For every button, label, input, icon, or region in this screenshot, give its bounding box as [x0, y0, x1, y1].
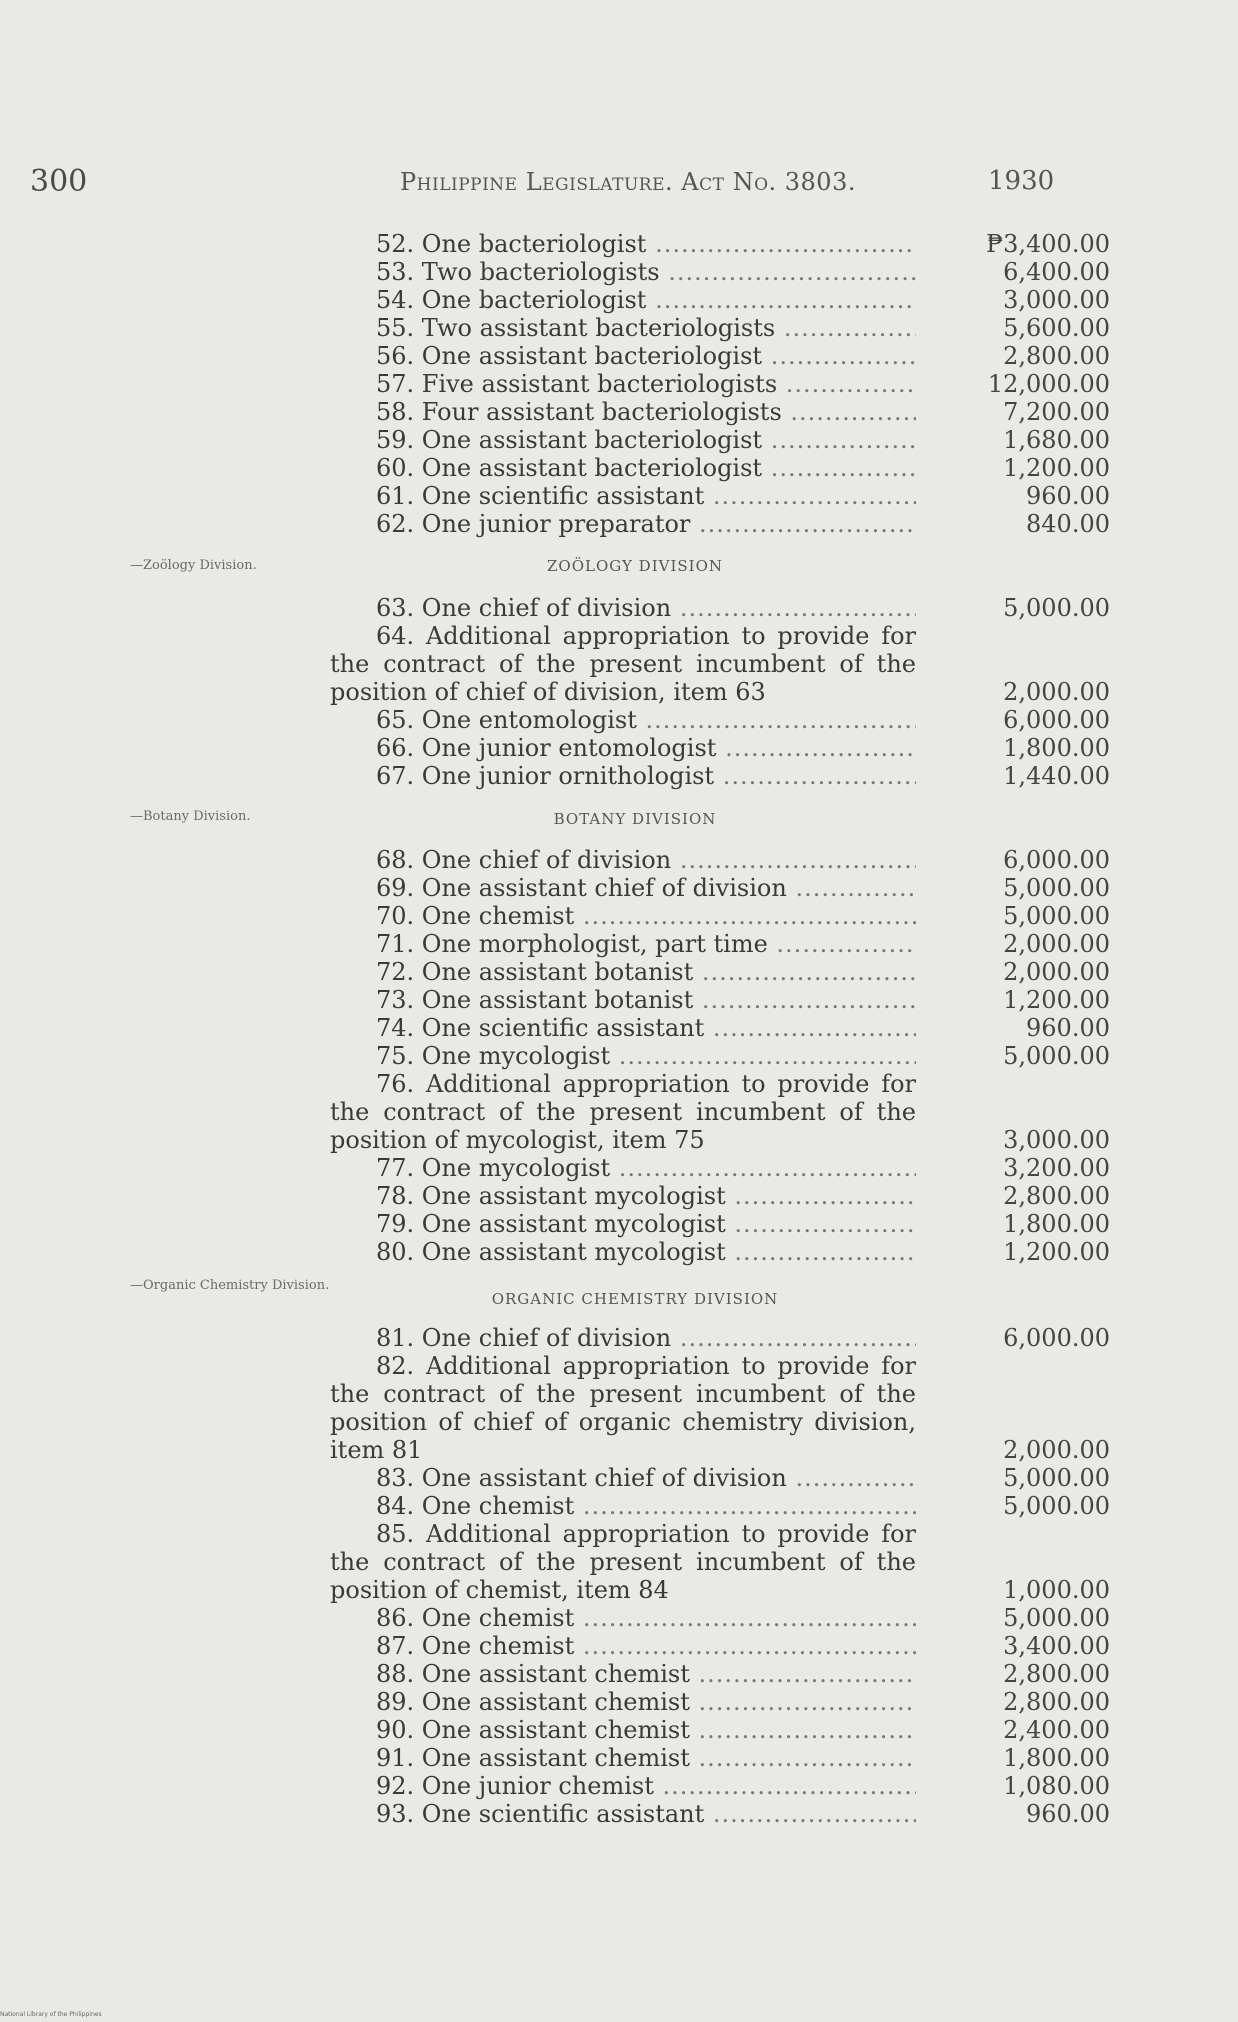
list-item: 59. One assistant bacteriologist ..... 1,680.00	[330, 426, 1110, 454]
list-item: 61. One scientific assistant ..... 960.00	[330, 482, 1110, 510]
paragraph-item: 82. Additional appropriation to provide for the contract of the present incumbent of the position of chief of organic chemistry division, item 81 2,000.00	[330, 1352, 1110, 1464]
list-item: 88. One assistant chemist ..... 2,800.00	[330, 1660, 1110, 1688]
list-item: 54. One bacteriologist ..... 3,000.00	[330, 286, 1110, 314]
sidenote-botany: —Botany Division.	[130, 809, 251, 824]
list-item: 68. One chief of division ..... 6,000.00	[330, 846, 1110, 874]
section-heading-botany: BOTANY DIVISION	[553, 810, 717, 828]
running-year: 1930	[988, 166, 1055, 196]
list-item: 93. One scientific assistant ..... 960.00	[330, 1800, 1110, 1828]
list-item: 78. One assistant mycologist ..... 2,800.00	[330, 1182, 1110, 1210]
list-item: 63. One chief of division ..... 5,000.00	[330, 594, 1110, 622]
list-item: 58. Four assistant bacteriologists ..... 7,200.00	[330, 398, 1110, 426]
list-item: 70. One chemist ..... 5,000.00	[330, 902, 1110, 930]
list-item: 69. One assistant chief of division ..... 5,000.00	[330, 874, 1110, 902]
list-item: 56. One assistant bacteriologist ..... 2,800.00	[330, 342, 1110, 370]
paragraph-item: 76. Additional appropriation to provide for the contract of the present incumbent of the position of mycologist, item 75 3,000.00	[330, 1070, 1110, 1154]
list-item: 79. One assistant mycologist ..... 1,800.00	[330, 1210, 1110, 1238]
list-item: 77. One mycologist ..... 3,200.00	[330, 1154, 1110, 1182]
sidenote-organic-chemistry: —Organic Chemistry Division.	[130, 1278, 330, 1293]
list-item: 74. One scientific assistant ..... 960.00	[330, 1014, 1110, 1042]
sidenote-zoology: —Zoölogy Division.	[130, 558, 257, 573]
list-item: 67. One junior ornithologist ..... 1,440.00	[330, 762, 1110, 790]
list-item: 62. One junior preparator ..... 840.00	[330, 510, 1110, 538]
list-item: 57. Five assistant bacteriologists ..... 12,000.00	[330, 370, 1110, 398]
list-item: 73. One assistant botanist ..... 1,200.00	[330, 986, 1110, 1014]
list-item: 66. One junior entomologist ..... 1,800.00	[330, 734, 1110, 762]
running-title: Philippine Legislature. Act No. 3803.	[400, 168, 856, 196]
page-header	[30, 164, 1210, 204]
list-item: 84. One chemist ..... 5,000.00	[330, 1492, 1110, 1520]
list-item: 60. One assistant bacteriologist ..... 1,200.00	[330, 454, 1110, 482]
list-item: 75. One mycologist ..... 5,000.00	[330, 1042, 1110, 1070]
list-item: 52. One bacteriologist ..... ₱3,400.00	[330, 230, 1110, 258]
list-item: 71. One morphologist, part time ..... 2,000.00	[330, 930, 1110, 958]
paragraph-item: 85. Additional appropriation to provide for the contract of the present incumbent of the position of chemist, item 84 1,000.00	[330, 1520, 1110, 1604]
paragraph-item: 64. Additional appropriation to provide for the contract of the present incumbent of the position of chief of division, item 63 2,000.00	[330, 622, 1110, 706]
list-item: 72. One assistant botanist ..... 2,000.00	[330, 958, 1110, 986]
list-item: 83. One assistant chief of division ..... 5,000.00	[330, 1464, 1110, 1492]
list-item: 55. Two assistant bacteriologists ..... 5,600.00	[330, 314, 1110, 342]
list-item: 87. One chemist ..... 3,400.00	[330, 1632, 1110, 1660]
list-item: 90. One assistant chemist ..... 2,400.00	[330, 1716, 1110, 1744]
footer-note: National Library of the Philippines	[0, 2011, 102, 2018]
page-number: 300	[30, 164, 88, 199]
section-heading-zoology: ZOÖLOGY DIVISION	[547, 557, 723, 575]
list-item: 53. Two bacteriologists ..... 6,400.00	[330, 258, 1110, 286]
list-item: 91. One assistant chemist ..... 1,800.00	[330, 1744, 1110, 1772]
list-item: 86. One chemist ..... 5,000.00	[330, 1604, 1110, 1632]
list-item: 65. One entomologist ..... 6,000.00	[330, 706, 1110, 734]
list-item: 92. One junior chemist ..... 1,080.00	[330, 1772, 1110, 1800]
list-item: 80. One assistant mycologist ..... 1,200.00	[330, 1238, 1110, 1266]
list-item: 89. One assistant chemist ..... 2,800.00	[330, 1688, 1110, 1716]
list-item: 81. One chief of division ..... 6,000.00	[330, 1324, 1110, 1352]
section-heading-organic-chemistry: ORGANIC CHEMISTRY DIVISION	[491, 1290, 779, 1308]
